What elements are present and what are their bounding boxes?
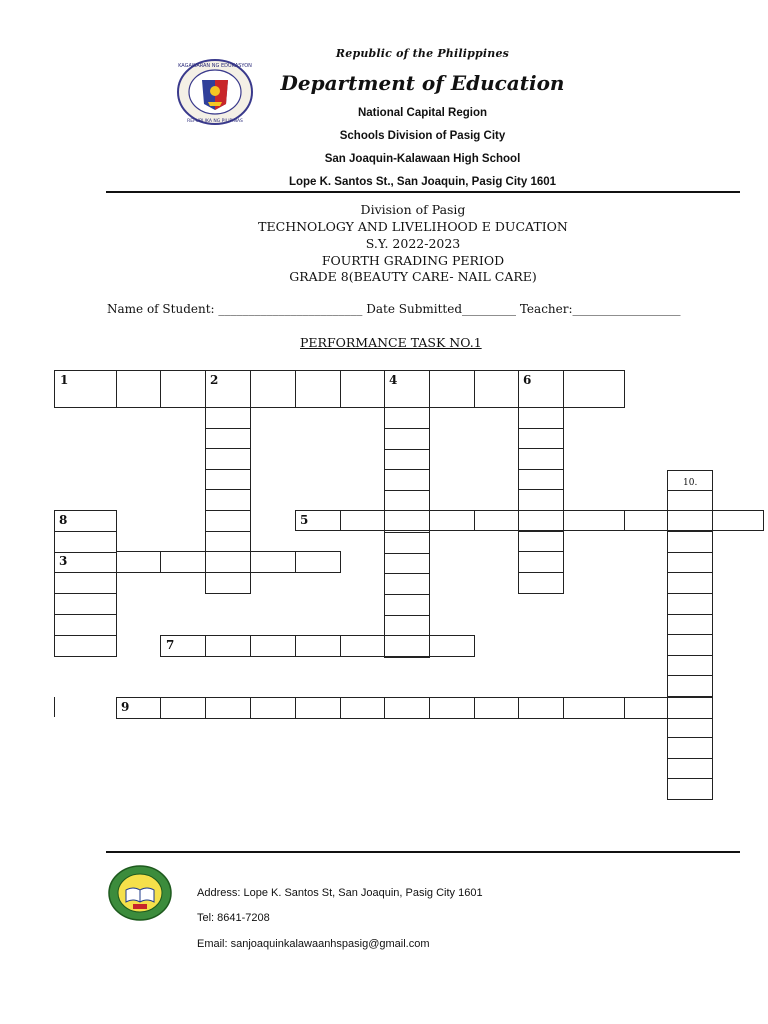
crossword-cell[interactable] <box>116 370 161 408</box>
crossword-cell[interactable] <box>384 490 430 512</box>
crossword-cell[interactable] <box>667 737 713 759</box>
crossword-cell[interactable] <box>205 635 251 657</box>
crossword-cell[interactable] <box>250 551 296 573</box>
crossword-cell[interactable] <box>250 697 296 719</box>
crossword-cell[interactable] <box>205 448 251 470</box>
clue-number-2: 2 <box>210 373 219 387</box>
crossword-cell[interactable] <box>340 635 385 657</box>
crossword-cell[interactable] <box>667 593 713 615</box>
crossword-cell[interactable] <box>518 469 564 491</box>
crossword-cell[interactable] <box>429 635 475 657</box>
crossword-cell[interactable] <box>712 510 764 531</box>
crossword-cell[interactable] <box>160 551 206 573</box>
crossword-cell[interactable] <box>518 572 564 594</box>
school-seal-logo <box>107 864 173 922</box>
grade-title: GRADE 8(BEAUTY CARE- NAIL CARE) <box>289 269 537 284</box>
school-name: San Joaquin-Kalawaan High School <box>324 153 521 165</box>
clue-number-6: 6 <box>523 373 532 387</box>
crossword-cell[interactable] <box>205 407 251 429</box>
crossword-cell[interactable] <box>667 614 713 636</box>
crossword-cell[interactable] <box>54 531 117 553</box>
subject-title: TECHNOLOGY AND LIVELIHOOD E DUCATION <box>258 219 568 234</box>
crossword-cell[interactable] <box>205 531 251 553</box>
footer-divider <box>106 851 740 853</box>
clue-number-10: 10. <box>683 478 698 488</box>
crossword-cell[interactable] <box>205 697 251 719</box>
crossword-cell[interactable] <box>518 448 564 470</box>
svg-text:REPUBLIKA NG PILIPINAS: REPUBLIKA NG PILIPINAS <box>187 119 243 124</box>
crossword-cell[interactable] <box>384 635 430 657</box>
crossword-cell[interactable] <box>340 370 385 408</box>
clue-number-7: 7 <box>166 638 175 652</box>
crossword-cell[interactable] <box>429 510 475 531</box>
crossword-cell[interactable] <box>160 697 206 719</box>
crossword-cell[interactable] <box>667 490 713 512</box>
crossword-cell[interactable] <box>160 370 206 408</box>
teacher-field[interactable]: Teacher:__________________ <box>519 302 681 316</box>
crossword-cell[interactable] <box>250 635 296 657</box>
crossword-cell[interactable] <box>667 758 713 780</box>
crossword-cell[interactable] <box>518 428 564 450</box>
division-line: Schools Division of Pasig City <box>339 130 506 142</box>
crossword-cell[interactable] <box>667 778 713 800</box>
student-name-field[interactable]: Name of Student: ________________________ <box>107 302 363 316</box>
crossword-cell[interactable] <box>474 510 519 531</box>
crossword-cell[interactable] <box>429 370 475 408</box>
crossword-cell[interactable] <box>205 572 251 594</box>
crossword-cell[interactable] <box>54 635 117 657</box>
crossword-cell[interactable] <box>250 370 296 408</box>
crossword-cell[interactable] <box>205 510 251 532</box>
grid-edge-mark <box>54 697 55 717</box>
crossword-cell[interactable] <box>518 407 564 429</box>
clue-number-3: 3 <box>59 554 68 568</box>
crossword-cell[interactable] <box>667 531 713 553</box>
crossword-cell[interactable] <box>205 551 251 573</box>
crossword-cell[interactable] <box>667 572 713 594</box>
school-address: Lope K. Santos St., San Joaquin, Pasig City 1601 <box>288 176 557 188</box>
crossword-cell[interactable] <box>295 551 341 573</box>
crossword-cell[interactable] <box>384 407 430 429</box>
clue-number-5: 5 <box>300 513 309 527</box>
crossword-cell[interactable] <box>667 634 713 656</box>
crossword-cell[interactable] <box>384 697 430 719</box>
republic-heading: Republic of the Philippines <box>335 47 510 60</box>
crossword-cell[interactable] <box>384 553 430 575</box>
crossword-cell[interactable] <box>384 573 430 595</box>
crossword-cell[interactable] <box>624 510 668 531</box>
crossword-cell[interactable] <box>667 697 713 719</box>
crossword-cell[interactable] <box>384 469 430 491</box>
crossword-cell[interactable] <box>474 370 519 408</box>
crossword-cell[interactable] <box>429 697 475 719</box>
crossword-cell[interactable] <box>340 510 385 531</box>
clue-number-1: 1 <box>60 373 69 387</box>
crossword-cell[interactable] <box>295 697 341 719</box>
crossword-cell[interactable] <box>667 552 713 574</box>
crossword-cell[interactable] <box>667 675 713 697</box>
crossword-cell[interactable] <box>384 532 430 554</box>
region-line: National Capital Region <box>357 107 488 119</box>
crossword-cell[interactable] <box>667 510 713 531</box>
crossword-cell[interactable] <box>54 572 117 594</box>
crossword-cell[interactable] <box>563 697 625 719</box>
division-title: Division of Pasig <box>360 202 466 217</box>
crossword-cell[interactable] <box>384 428 430 450</box>
crossword-cell[interactable] <box>384 449 430 471</box>
date-submitted-field[interactable]: Date Submitted_________ <box>366 302 517 316</box>
clue-number-4: 4 <box>389 373 398 387</box>
crossword-cell[interactable] <box>384 510 430 531</box>
svg-text:KAGAWARAN NG EDUKASYON: KAGAWARAN NG EDUKASYON <box>178 63 252 69</box>
crossword-cell[interactable] <box>54 593 117 615</box>
performance-task-title: PERFORMANCE TASK NO.1 <box>300 335 482 350</box>
crossword-cell[interactable] <box>518 489 564 511</box>
crossword-cell[interactable] <box>518 551 564 573</box>
footer-address: Address: Lope K. Santos St, San Joaquin, Pasig City 1601 <box>197 887 483 899</box>
crossword-cell[interactable] <box>340 697 385 719</box>
crossword-cell[interactable] <box>563 370 625 408</box>
crossword-cell[interactable] <box>205 489 251 511</box>
footer-tel: Tel: 8641-7208 <box>197 912 270 924</box>
department-heading: Department of Education <box>280 71 565 95</box>
crossword-cell[interactable] <box>295 370 341 408</box>
crossword-cell[interactable] <box>474 697 519 719</box>
crossword-cell[interactable] <box>205 428 251 450</box>
crossword-cell[interactable] <box>384 594 430 616</box>
crossword-cell[interactable] <box>518 531 564 553</box>
crossword-cell[interactable] <box>563 510 625 531</box>
school-year: S.Y. 2022-2023 <box>365 236 461 251</box>
crossword-cell[interactable] <box>205 469 251 491</box>
crossword-cell[interactable] <box>384 615 430 637</box>
grading-period: FOURTH GRADING PERIOD <box>321 253 505 268</box>
crossword-cell[interactable] <box>667 655 713 677</box>
clue-number-8: 8 <box>59 513 68 527</box>
footer-email[interactable]: Email: sanjoaquinkalawaanhspasig@gmail.com <box>197 938 430 950</box>
crossword-cell[interactable] <box>295 635 341 657</box>
crossword-cell[interactable] <box>624 697 668 719</box>
crossword-cell[interactable] <box>667 717 713 739</box>
clue-number-9: 9 <box>121 700 130 714</box>
crossword-cell[interactable] <box>518 697 564 719</box>
crossword-cell[interactable] <box>518 510 564 531</box>
crossword-cell[interactable] <box>54 614 117 636</box>
crossword-cell[interactable] <box>116 551 161 573</box>
